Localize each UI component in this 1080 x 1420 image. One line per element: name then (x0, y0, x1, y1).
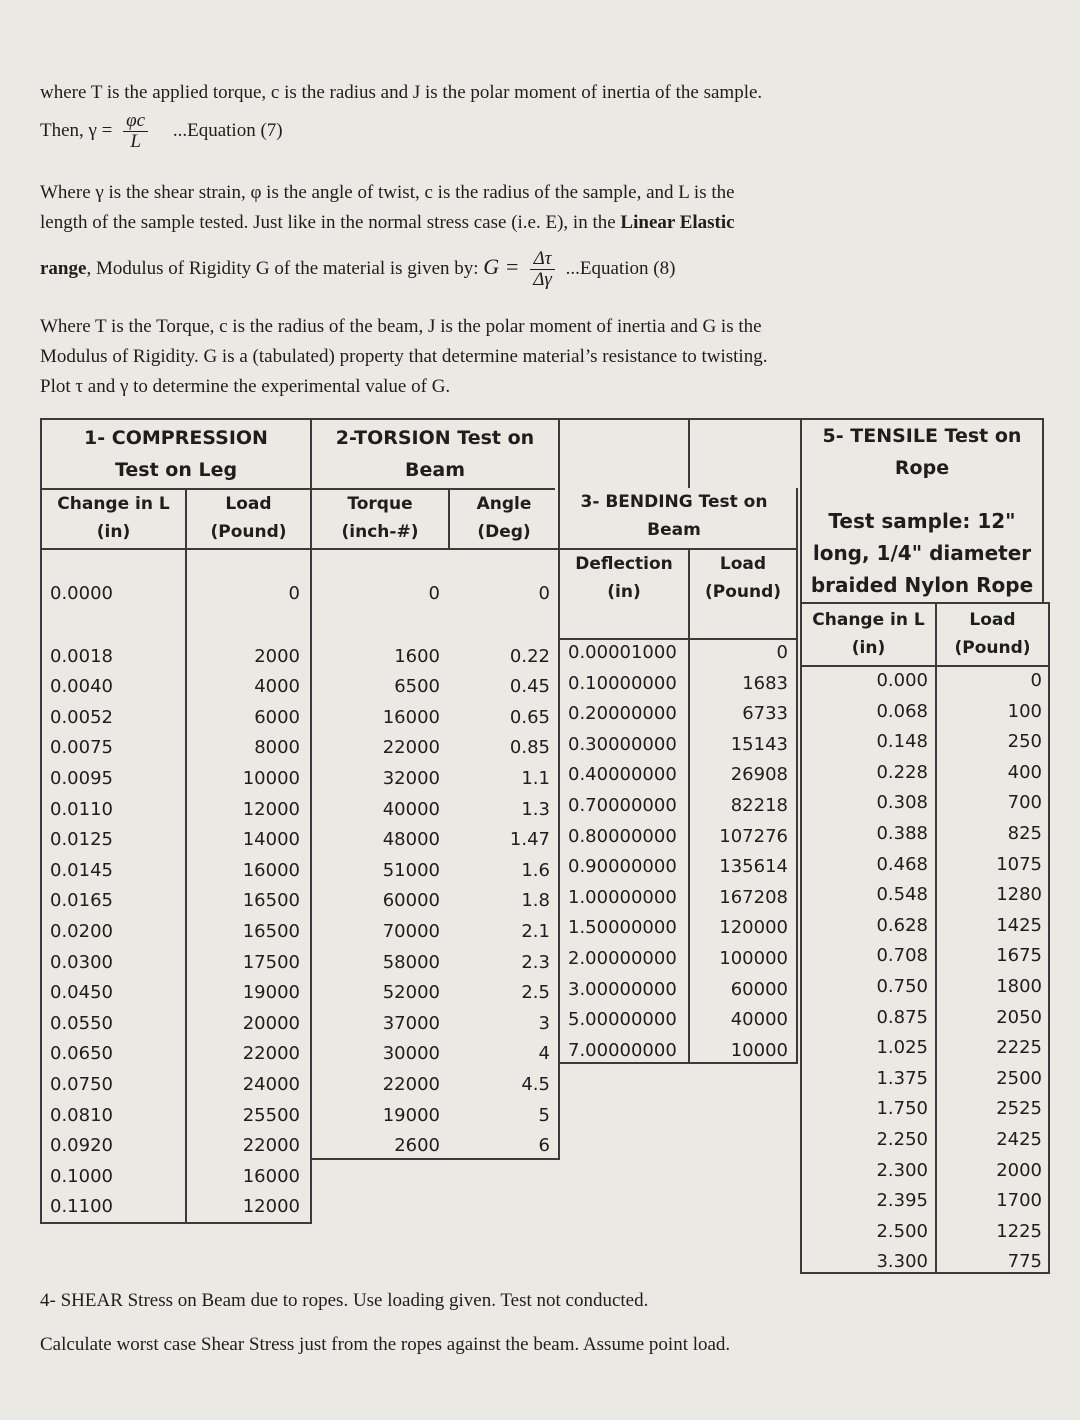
compression-change-cell: 0.1100 (50, 1196, 113, 1218)
tensile-change-cell: 3.300 (876, 1251, 928, 1273)
bending-title-line-1: 3- BENDING Test on (580, 492, 768, 512)
bending-load-cell: 10000 (730, 1039, 788, 1061)
bending-load-cell: 167208 (719, 886, 788, 908)
torsion-col-torque-header: Torque (inch-#) (341, 494, 419, 542)
eq8-prefix: G = (483, 254, 520, 279)
torsion-angle-cell: 1.6 (521, 859, 550, 881)
torsion-torque-cell: 51000 (382, 859, 440, 881)
torsion-torque-cell: 52000 (382, 982, 440, 1004)
tensile-load-cell: 100 (1007, 700, 1042, 722)
compression-load-cell: 14000 (242, 829, 300, 851)
compression-load-cell: 8000 (254, 737, 300, 759)
tensile-change-cell: 0.148 (876, 731, 928, 753)
eq7-denominator: L (130, 131, 141, 153)
tensile-load-cell: 2000 (996, 1159, 1042, 1181)
shear-stress-line: 4- SHEAR Stress on Beam due to ropes. Use loading given. Test not conducted. (40, 1290, 649, 1311)
eq7-fraction (123, 111, 148, 152)
compression-load-cell: 20000 (242, 1012, 300, 1034)
torsion-torque-cell: 32000 (382, 767, 440, 789)
compression-load-cell: 6000 (254, 706, 300, 728)
intro-para-3-line-3: Plot τ and γ to determine the experimental value of G. (40, 376, 451, 397)
bending-deflection-cell: 3.00000000 (568, 978, 677, 1000)
bending-deflection-cell: 1.00000000 (568, 886, 677, 908)
tensile-change-cell: 1.750 (876, 1098, 928, 1120)
torsion-angle-cell: 3 (538, 1012, 550, 1034)
compression-load-cell: 2000 (254, 645, 300, 667)
compression-load-cell: 0 (288, 583, 300, 604)
tensile-change-cell: 0.875 (876, 1006, 928, 1028)
compression-load-cell: 4000 (254, 676, 300, 698)
tensile-change-cell: 1.025 (876, 1037, 928, 1059)
torsion-title-line-1: 2-TORSION Test on (335, 427, 535, 449)
tensile-change-cell: 2.395 (876, 1190, 928, 1212)
eq7-numerator: φc (123, 111, 148, 132)
range-bold: range (40, 258, 87, 279)
torsion-angle-cell: 0.85 (509, 737, 550, 759)
torsion-torque-cell: 16000 (382, 706, 440, 728)
compression-change-cell: 0.0810 (50, 1104, 113, 1126)
bending-col-deflection-header: Deflection (in) (575, 554, 673, 602)
compression-change-cell: 0.0095 (50, 767, 113, 789)
tensile-col-change-header: Change in L (in) (812, 610, 925, 658)
torsion-angle-cell: 6 (538, 1135, 550, 1157)
compression-change-cell: 0.0650 (50, 1043, 113, 1065)
compression-change-cell: 0.0110 (50, 798, 113, 820)
torsion-angle-cell: 0.45 (509, 676, 550, 698)
bending-deflection-cell: 7.00000000 (568, 1039, 677, 1061)
compression-change-column (50, 579, 180, 1223)
compression-change-cell: 0.0920 (50, 1135, 113, 1157)
compression-load-cell: 16500 (242, 920, 300, 942)
torsion-torque-cell: 2600 (394, 1135, 440, 1157)
compression-col-load-header: Load (Pound) (210, 494, 287, 542)
tensile-load-cell: 2050 (996, 1006, 1042, 1028)
p2-line3-text: , Modulus of Rigidity G of the material is given by: (86, 258, 484, 279)
bending-deflection-cell: 2.00000000 (568, 947, 677, 969)
calculate-shear-line: Calculate worst case Shear Stress just from the ropes against the beam. Assume point load. (40, 1334, 731, 1355)
bending-load-cell: 82218 (730, 794, 788, 816)
tensile-load-cell: 2500 (996, 1067, 1042, 1089)
torsion-torque-cell: 0 (428, 583, 440, 604)
tensile-title (802, 420, 1042, 484)
compression-change-cell: 0.0300 (50, 951, 113, 973)
torsion-angle-cell: 5 (538, 1104, 550, 1126)
torsion-title (312, 422, 558, 486)
bending-deflection-cell: 0.90000000 (568, 856, 677, 878)
torsion-torque-cell: 60000 (382, 890, 440, 912)
torsion-torque-cell: 37000 (382, 1012, 440, 1034)
linear-elastic-bold: Linear Elastic (620, 212, 735, 233)
intro-para-3-line-2: Modulus of Rigidity. G is a (tabulated) property that determine material’s resistance to twisting. (40, 346, 768, 367)
compression-load-cell: 10000 (242, 767, 300, 789)
bending-deflection-cell: 0.10000000 (568, 672, 677, 694)
tensile-change-cell: 0.628 (876, 914, 928, 936)
bending-deflection-column (568, 638, 686, 1066)
tensile-load-cell: 400 (1007, 761, 1042, 783)
bending-deflection-cell: 0.20000000 (568, 703, 677, 725)
torsion-col-angle-header: Angle (Deg) (476, 494, 532, 542)
torsion-torque-cell: 22000 (382, 1073, 440, 1095)
intro-para-2-line-2 (40, 208, 735, 238)
tensile-load-cell: 1800 (996, 975, 1042, 997)
bending-load-cell: 120000 (719, 917, 788, 939)
compression-change-cell: 0.0550 (50, 1012, 113, 1034)
eq7-prefix: Then, γ = (40, 120, 113, 141)
p2-line2-text: length of the sample tested. Just like in the normal stress case (i.e. E), in the (40, 212, 621, 233)
tensile-load-cell: 1675 (996, 945, 1042, 967)
bending-load-cell: 1683 (742, 672, 788, 694)
bending-deflection-cell: 0.40000000 (568, 764, 677, 786)
tensile-change-cell: 0.750 (876, 975, 928, 997)
bending-col-load-header: Load (Pound) (704, 554, 782, 602)
tensile-load-cell: 825 (1007, 822, 1042, 844)
torsion-angle-cell: 4.5 (521, 1073, 550, 1095)
torsion-torque-cell: 22000 (382, 737, 440, 759)
eq8-denominator: Δγ (533, 269, 552, 291)
intro-line-1: where T is the applied torque, c is the radius and J is the polar moment of inertia of the sample. (40, 82, 763, 103)
bending-deflection-cell: 0.70000000 (568, 794, 677, 816)
compression-load-cell: 17500 (242, 951, 300, 973)
compression-load-cell: 19000 (242, 982, 300, 1004)
torsion-angle-cell: 1.8 (521, 890, 550, 912)
compression-change-cell: 0.0165 (50, 890, 113, 912)
tensile-load-cell: 2225 (996, 1037, 1042, 1059)
compression-load-cell: 12000 (242, 798, 300, 820)
compression-load-column (190, 579, 300, 1223)
tensile-change-cell: 0.308 (876, 792, 928, 814)
tensile-change-cell: 2.300 (876, 1159, 928, 1181)
torsion-angle-cell: 0 (538, 583, 550, 604)
tensile-title-line-1: 5- TENSILE Test on (822, 425, 1022, 447)
eq7-label: ...Equation (7) (172, 120, 283, 141)
tensile-change-cell: 2.500 (876, 1220, 928, 1242)
eq8-numerator: Δτ (530, 249, 555, 270)
equation-8 (40, 246, 675, 290)
compression-change-cell: 0.0750 (50, 1073, 113, 1095)
torsion-angle-cell: 2.3 (521, 951, 550, 973)
bending-load-column (692, 638, 788, 1066)
tensile-sample-line-2: long, 1/4" diameter (812, 541, 1032, 565)
bending-title (560, 488, 788, 544)
bending-deflection-cell: 0.00001000 (568, 642, 677, 663)
tensile-title-line-2: Rope (894, 457, 950, 479)
compression-change-cell: 0.1000 (50, 1165, 113, 1187)
tensile-change-cell: 0.000 (876, 670, 928, 691)
tensile-load-cell: 1280 (996, 884, 1042, 906)
compression-load-cell: 16000 (242, 859, 300, 881)
compression-change-cell: 0.0200 (50, 920, 113, 942)
bending-deflection-cell: 0.80000000 (568, 825, 677, 847)
torsion-angle-cell: 0.22 (509, 645, 550, 667)
intro-para-2-line-1: Where γ is the shear strain, φ is the angle of twist, c is the radius of the sample, and L is the (40, 182, 735, 203)
tensile-load-cell: 700 (1007, 792, 1042, 814)
compression-load-cell: 16500 (242, 890, 300, 912)
compression-change-cell: 0.0018 (50, 645, 113, 667)
torsion-angle-cell: 1.1 (521, 767, 550, 789)
bending-load-cell: 60000 (730, 978, 788, 1000)
tensile-change-cell: 0.708 (876, 945, 928, 967)
torsion-angle-column (452, 579, 550, 1162)
compression-change-cell: 0.0075 (50, 737, 113, 759)
compression-change-cell: 0.0450 (50, 982, 113, 1004)
torsion-angle-cell: 0.65 (509, 706, 550, 728)
tensile-sample-description (802, 505, 1042, 601)
bending-load-cell: 15143 (730, 733, 788, 755)
torsion-torque-column (315, 579, 440, 1162)
compression-change-cell: 0.0125 (50, 829, 113, 851)
tensile-load-cell: 1075 (996, 853, 1042, 875)
tensile-change-cell: 0.388 (876, 822, 928, 844)
tensile-change-cell: 0.228 (876, 761, 928, 783)
compression-change-cell: 0.0052 (50, 706, 113, 728)
compression-title-line-2: Test on Leg (114, 459, 238, 481)
bending-load-cell: 135614 (719, 856, 788, 878)
compression-load-cell: 22000 (242, 1135, 300, 1157)
eq8-fraction (530, 249, 555, 290)
tensile-change-cell: 0.468 (876, 853, 928, 875)
torsion-angle-cell: 2.5 (521, 982, 550, 1004)
tensile-change-cell: 2.250 (876, 1128, 928, 1150)
torsion-torque-cell: 70000 (382, 920, 440, 942)
compression-change-cell: 0.0145 (50, 859, 113, 881)
tensile-load-cell: 2425 (996, 1128, 1042, 1150)
tensile-load-cell: 1225 (996, 1220, 1042, 1242)
tensile-load-cell: 1700 (996, 1190, 1042, 1212)
bending-load-cell: 26908 (730, 764, 788, 786)
tensile-load-column (940, 666, 1042, 1278)
tensile-change-cell: 1.375 (876, 1067, 928, 1089)
tensile-col-load-header: Load (Pound) (954, 610, 1031, 658)
compression-title (42, 422, 310, 486)
torsion-torque-cell: 6500 (394, 676, 440, 698)
torsion-angle-cell: 2.1 (521, 920, 550, 942)
torsion-torque-cell: 58000 (382, 951, 440, 973)
tensile-sample-line-1: Test sample: 12" (828, 509, 1016, 533)
compression-load-cell: 22000 (242, 1043, 300, 1065)
tensile-load-cell: 0 (1030, 670, 1042, 691)
compression-load-cell: 16000 (242, 1165, 300, 1187)
torsion-torque-cell: 30000 (382, 1043, 440, 1065)
bending-deflection-cell: 1.50000000 (568, 917, 677, 939)
torsion-title-line-2: Beam (405, 459, 465, 481)
torsion-torque-cell: 48000 (382, 829, 440, 851)
torsion-torque-cell: 40000 (382, 798, 440, 820)
bending-load-cell: 107276 (719, 825, 788, 847)
compression-load-cell: 25500 (242, 1104, 300, 1126)
bending-load-cell: 6733 (742, 703, 788, 725)
compression-change-cell: 0.0040 (50, 676, 113, 698)
torsion-angle-cell: 4 (538, 1043, 550, 1065)
compression-col-change-header: Change in L (in) (57, 494, 170, 542)
compression-change-cell: 0.0000 (50, 583, 113, 604)
tensile-load-cell: 2525 (996, 1098, 1042, 1120)
compression-title-line-1: 1- COMPRESSION (84, 427, 268, 449)
torsion-torque-cell: 1600 (394, 645, 440, 667)
bending-load-cell: 100000 (719, 947, 788, 969)
compression-load-cell: 12000 (242, 1196, 300, 1218)
tensile-load-cell: 775 (1007, 1251, 1042, 1273)
bending-deflection-cell: 0.30000000 (568, 733, 677, 755)
torsion-angle-cell: 1.47 (509, 829, 550, 851)
eq8-label: ...Equation (8) (565, 258, 676, 279)
tensile-load-cell: 1425 (996, 914, 1042, 936)
bending-title-line-2: Beam (647, 520, 701, 540)
torsion-angle-cell: 1.3 (521, 798, 550, 820)
tensile-sample-line-3: braided Nylon Rope (810, 573, 1034, 597)
tensile-change-cell: 0.068 (876, 700, 928, 722)
torsion-torque-cell: 19000 (382, 1104, 440, 1126)
equation-7 (40, 110, 283, 152)
bending-load-cell: 0 (776, 642, 788, 663)
tensile-change-column (804, 666, 928, 1278)
compression-load-cell: 24000 (242, 1073, 300, 1095)
bending-load-cell: 40000 (730, 1009, 788, 1031)
tensile-load-cell: 250 (1007, 731, 1042, 753)
bending-deflection-cell: 5.00000000 (568, 1009, 677, 1031)
tensile-change-cell: 0.548 (876, 884, 928, 906)
intro-para-3-line-1: Where T is the Torque, c is the radius of the beam, J is the polar moment of inertia and G is the (40, 316, 762, 337)
